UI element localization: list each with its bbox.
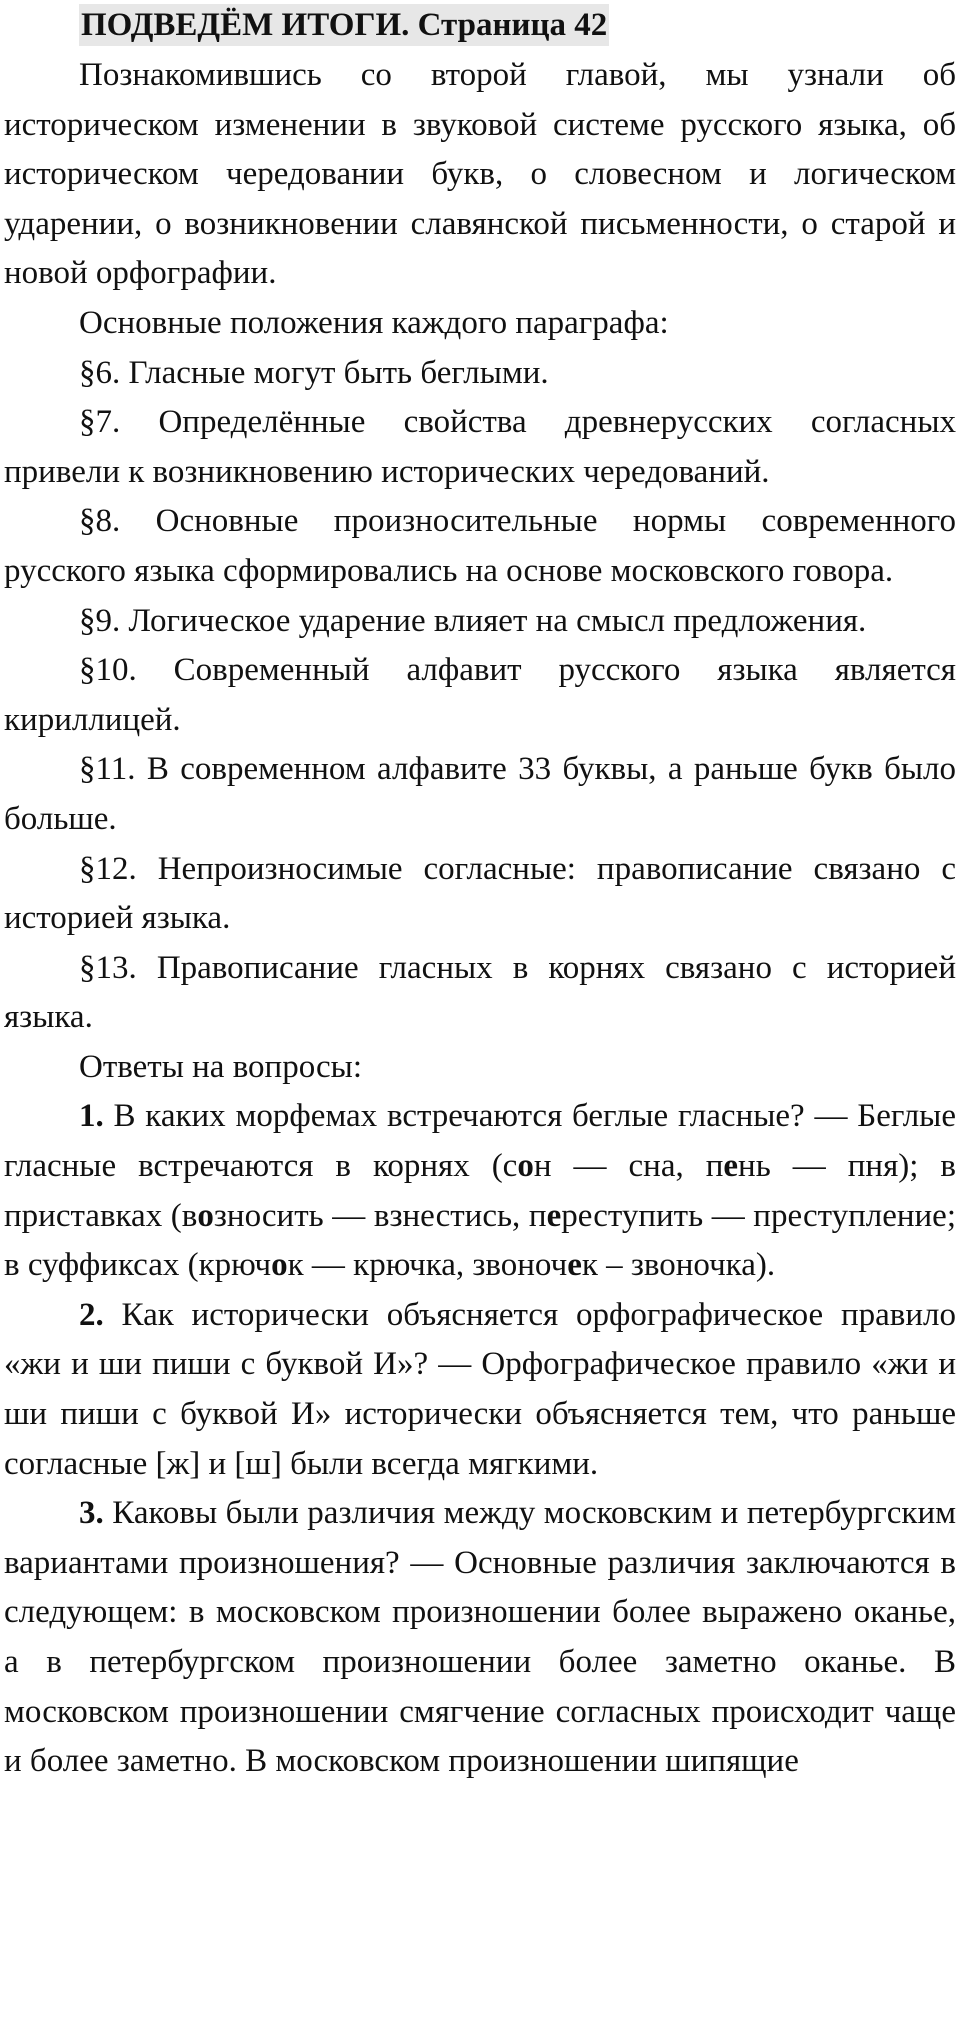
intro-paragraph: Познакомившись со второй главой, мы узнали об историческом изменении в звуковой системе русского языка, об историческом чередовании букв, о словесном и логическом ударении, о возникновении славянской письменности, о старой и новой орфографии. — [4, 57, 956, 292]
answer-2 — [4, 1291, 956, 1489]
section-13: §13. Правописание гласных в корнях связано с историей языка. — [4, 949, 956, 1036]
answer-1-text: к — крючка, звоноч — [287, 1247, 568, 1284]
heading-line — [79, 4, 956, 51]
section-12: §12. Непроизносимые согласные: правописание связано с историей языка. — [4, 850, 956, 937]
section-8: §8. Основные произносительные нормы современного русского языка сформировались на основе московского говора. — [4, 503, 956, 589]
bold-vowel: о — [271, 1247, 288, 1284]
section-11: §11. В современном алфавите 33 буквы, а раньше букв было больше. — [4, 751, 956, 837]
answer-3 — [4, 1489, 956, 1787]
section-7: §7. Определённые свойства древнерусских согласных привели к возникновению исторических чередований. — [4, 404, 956, 490]
answer-1-text: реступить — преступление; в суффиксах (крюч — [4, 1197, 956, 1284]
section-10: §10. Современный алфавит русского языка является кириллицей. — [4, 652, 956, 738]
answer-1-text: зносить — взнестись, п — [213, 1197, 547, 1234]
section-9: §9. Логическое ударение влияет на смысл предложения. — [79, 602, 867, 639]
page-heading: ПОДВЕДЁМ ИТОГИ. Страница 42 — [79, 4, 609, 46]
answer-1-text: В каких морфемах встречаются беглые гласные? — Беглые гласные встречаются в корнях (с — [4, 1098, 956, 1185]
main-points-title: Основные положения каждого параграфа: — [79, 304, 669, 341]
section-6: §6. Гласные могут быть беглыми. — [79, 354, 549, 391]
answer-1-text: н — сна, п — [533, 1148, 724, 1185]
bold-vowel: е — [567, 1247, 582, 1284]
answer-1-text: нь — пня); в приставках (в — [4, 1148, 957, 1234]
answers-title: Ответы на вопросы: — [79, 1048, 363, 1085]
answer-1 — [4, 1092, 956, 1290]
answer-1-number: 1. — [79, 1098, 104, 1135]
bold-vowel: о — [197, 1197, 214, 1234]
bold-vowel: е — [546, 1197, 562, 1234]
answer-3-number: 3. — [79, 1495, 104, 1532]
answer-1-text: к – звоночка). — [581, 1247, 776, 1284]
answer-3-text: Каковы были различия между московским и петербургским вариантами произношения? — Основные различия заключаются в следующем: в московском произношении более выражено оканье, а в петербургском произношении более заметно оканье. В московском произношении смягчение согласных происходит чаще и более заметно. В московском произношении шипящие — [4, 1495, 956, 1780]
bold-vowel: е — [723, 1148, 739, 1185]
answer-2-number: 2. — [79, 1296, 104, 1333]
bold-vowel: о — [517, 1148, 534, 1185]
answer-2-text: Как исторически объясняется орфографическое правило «жи и ши пиши с буквой И»? — Орфографическое правило «жи и ши пиши с буквой И» исторически объясняется тем, что раньше согласные [ж] и [ш] были всегда мягкими. — [4, 1296, 956, 1482]
